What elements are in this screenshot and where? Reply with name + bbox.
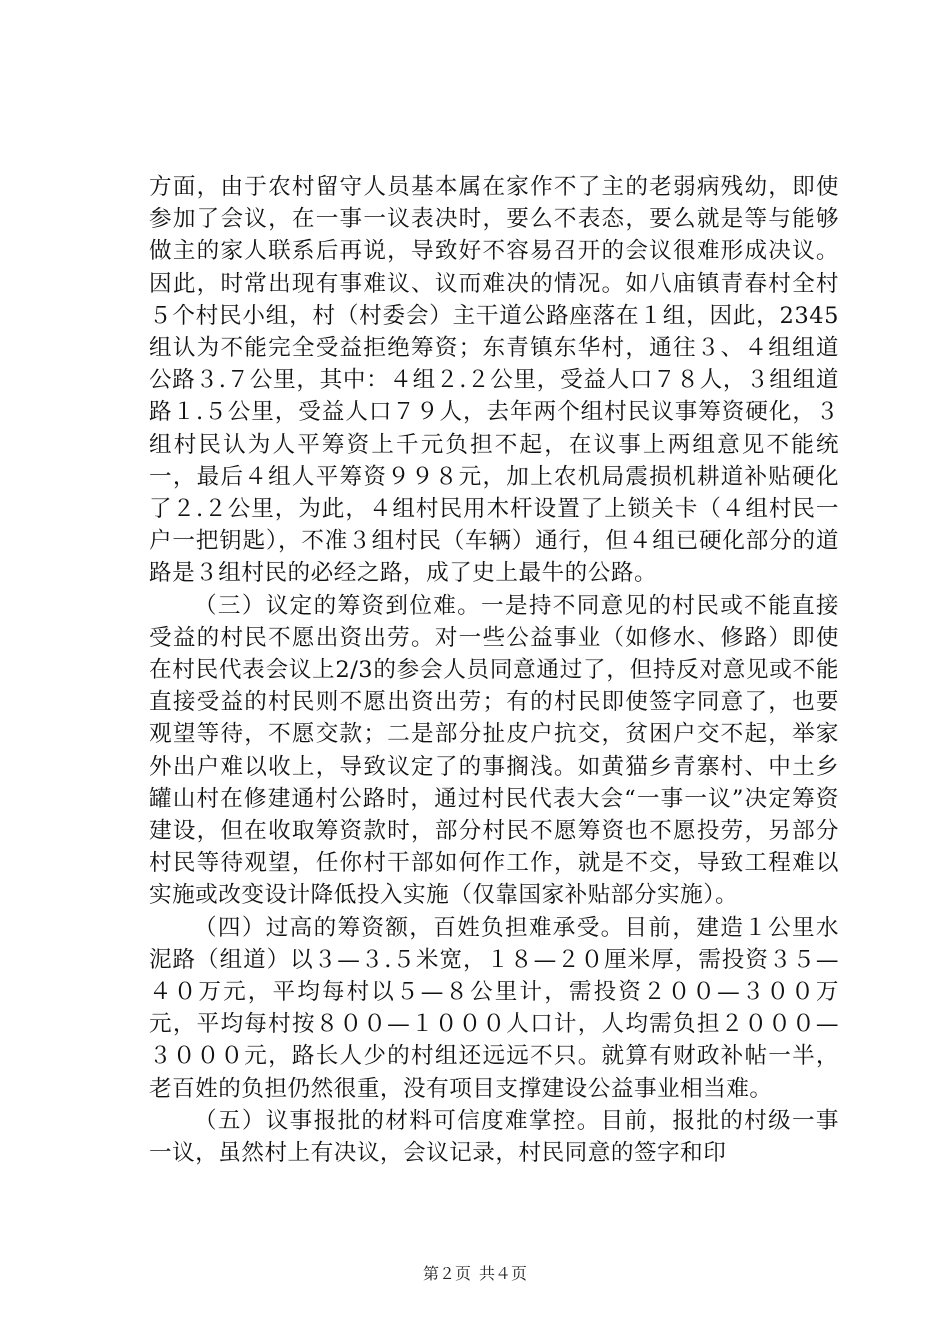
paragraph-continuation: 方面，由于农村留守人员基本属在家作不了主的老弱病残幼，即使参加了会议，在一事一议表决时，要么不表态，要么就是等与能够做主的家人联系后再说，导致好不容易召开的会议很难形成决议。因此，时常出现有事难议、议而难决的情况。如八庙镇青春村全村５个村民小组，村（村委会）主干道公路座落在１组，因此，2345组认为不能完全受益拒绝筹资；东青镇东华村，通往３、４组组道公路３.７公里，其中：４组２.２公里，受益人口７８人，３组组道路１.５公里，受益人口７９人，去年两个组村民议事筹资硬化，３组村民认为人平筹资上千元负担不起，在议事上两组意见不能统一，最后４组人平筹资９９８元，加上农机局震损机耕道补贴硬化了２.２公里，为此，４组村民用木杆设置了上锁关卡（４组村民一户一把钥匙），不准３组村民（车辆）通行，但４组已硬化部分的道路是３组村民的必经之路，成了史上最牛的公路。 xyxy=(149,174,839,587)
paragraph-section-three: （三）议定的筹资到位难。一是持不同意见的村民或不能直接受益的村民不愿出资出劳。对一些公益事业（如修水、修路）即使在村民代表会议上2/3的参会人员同意通过了，但持反对意见或不能直接受益的村民则不愿出资出劳；有的村民即使签字同意了，也要观望等待，不愿交款；二是部分扯皮户抗交，贫困户交不起，举家外出户难以收上，导致议定了的事搁浅。如黄猫乡青寨村、中土乡罐山村在修建通村公路时，通过村民代表大会“一事一议”决定筹资建设，但在收取筹资款时，部分村民不愿筹资也不愿投劳，另部分村民等待观望，任你村干部如何作工作，就是不交，导致工程难以实施或改变设计降低投入实施（仅靠国家补贴部分实施）。 xyxy=(149,592,839,909)
paragraph-section-four: （四）过高的筹资额，百姓负担难承受。目前，建造１公里水泥路（组道）以３—３.５米宽，１８—２０厘米厚，需投资３５—４０万元，平均每村以５—８公里计，需投资２００—３００万元，平均每村按８００—１０００人口计，人均需负担２０００—３０００元，路长人少的村组还远远不只。就算有财政补帖一半，老百姓的负担仍然很重，没有项目支撑建设公益事业相当难。 xyxy=(149,914,839,1102)
page-total: 共４页 xyxy=(479,1264,528,1283)
page-number: 第２页 xyxy=(422,1264,471,1283)
paragraph-section-five: （五）议事报批的材料可信度难掌控。目前，报批的村级一事一议，虽然村上有决议，会议记录，村民同意的签字和印 xyxy=(149,1107,839,1167)
document-body xyxy=(149,171,839,1169)
page-footer xyxy=(0,1264,950,1284)
